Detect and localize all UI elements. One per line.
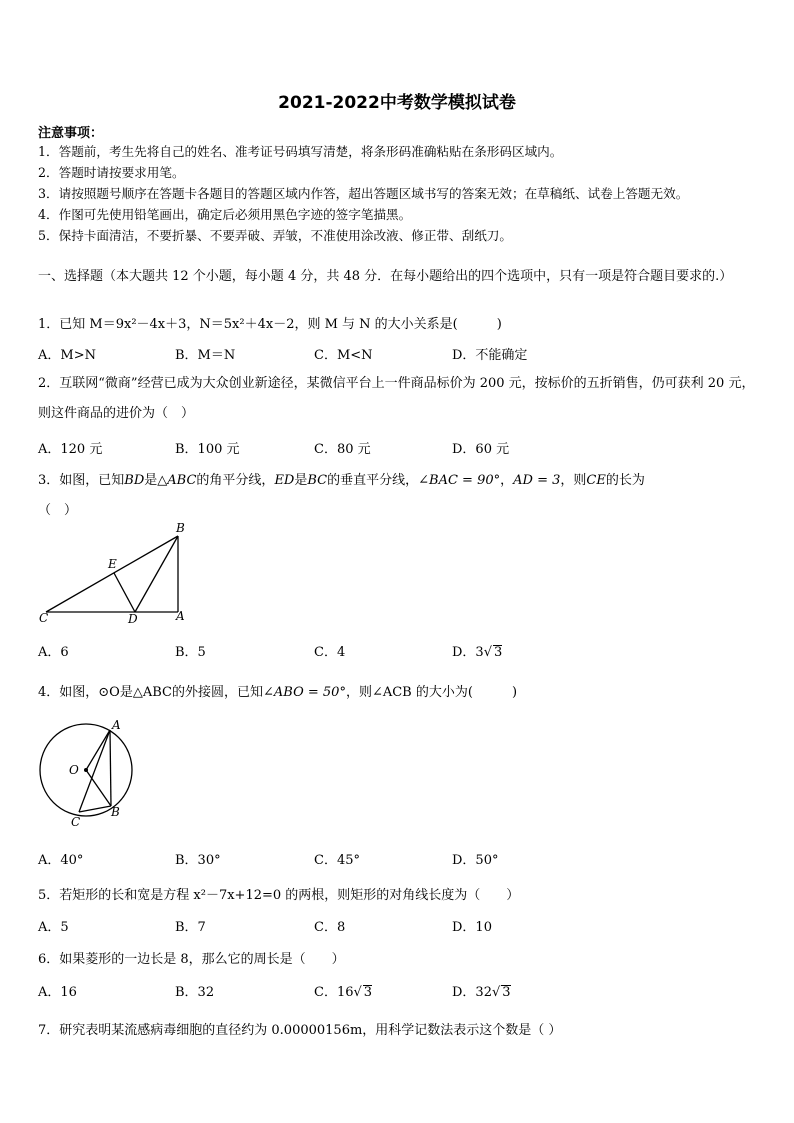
option-b: B．5 — [175, 645, 206, 660]
option-c: C．8 — [314, 920, 346, 935]
segment-ob — [86, 770, 111, 806]
section-heading: 一、选择题（本大题共 12 个小题，每小题 4 分，共 48 分．在每小题给出的四个选项中，只有一项是符合题目要求的.） — [38, 269, 733, 284]
option-d: D．32√ 3 — [452, 985, 511, 1000]
q4-text: 是 — [119, 685, 133, 700]
label-e: E — [108, 557, 117, 571]
question-4-stem — [38, 681, 766, 700]
exam-title: 2021-2022中考数学模拟试卷 — [278, 93, 516, 113]
notice-item: 1．答题前，考生先将自己的姓名、准考证号码填写清楚，将条形码准确粘贴在条形码区域内。 — [38, 144, 563, 159]
question-4-options — [38, 849, 638, 869]
option-c: C．16√ 3 — [314, 985, 373, 1000]
label-o: O — [69, 763, 79, 777]
q3-triangle: △ABC — [157, 473, 197, 488]
notice-item: 5．保持卡面清洁，不要折暴、不要弄破、弄皱，不准使用涂改液、修正带、刮纸刀。 — [38, 228, 512, 243]
segment-bd — [135, 536, 178, 612]
notice-item: 4．作图可先使用铅笔画出，确定后必须用黑色字迹的签字笔描黑。 — [38, 207, 412, 222]
question-3-stem — [38, 469, 766, 488]
q3-ad: AD = 3 — [513, 473, 561, 488]
option-c: C．M<N — [314, 348, 373, 363]
option-c: C．80 元 — [314, 442, 371, 457]
q3-text: 的垂直平分线， — [327, 473, 419, 488]
option-c: C．4 — [314, 645, 346, 660]
label-c: C — [71, 815, 81, 829]
segment-cb — [46, 536, 178, 612]
option-d-radicand: 3 — [502, 985, 511, 1000]
q4-text: 的外接圆，已知 — [172, 685, 264, 700]
q3-text: 是 — [294, 473, 308, 488]
option-d: D．不能确定 — [452, 348, 528, 363]
q3-text: 的角平分线， — [196, 473, 275, 488]
option-d: D．3√ 3 — [452, 645, 503, 660]
q4-text: ，则∠ACB 的大小为( ) — [345, 685, 518, 700]
segment-oa — [86, 730, 110, 770]
question-2-options — [38, 438, 638, 458]
label-d: D — [128, 612, 138, 626]
triangle-figure — [36, 520, 206, 628]
label-a: A — [176, 609, 185, 623]
option-b: B．M＝N — [175, 348, 236, 363]
question-6-options — [38, 981, 638, 1001]
question-3-paren: （ ） — [38, 503, 78, 518]
label-b: B — [176, 521, 185, 535]
segment-ac — [79, 730, 110, 812]
option-d-coef: D．32 — [452, 985, 492, 1000]
option-d-coef: D．3 — [452, 645, 484, 660]
q3-text: 3．如图，已知 — [38, 473, 125, 488]
option-d-radicand: 3 — [494, 645, 503, 660]
notice-heading: 注意事项： — [38, 126, 104, 141]
option-a: A．40° — [38, 853, 84, 868]
q3-text: ， — [500, 473, 514, 488]
option-a: A．120 元 — [38, 442, 103, 457]
q3-bd: BD — [124, 473, 145, 488]
question-5-stem: 5．若矩形的长和宽是方程 x²－7x+12=0 的两根，则矩形的对角线长度为（ ） — [38, 888, 520, 903]
option-a: A．5 — [38, 920, 69, 935]
q3-text: 是 — [144, 473, 158, 488]
option-d: D．50° — [452, 853, 499, 868]
option-a: A．6 — [38, 645, 69, 660]
q4-text: 4．如图， — [38, 685, 99, 700]
label-a: A — [112, 718, 121, 732]
notice-list — [38, 141, 778, 246]
q4-triangle: △ABC — [132, 685, 172, 700]
option-b: B．32 — [175, 985, 215, 1000]
option-b: B．7 — [175, 920, 206, 935]
question-1-options — [38, 344, 638, 364]
circle-figure — [34, 714, 146, 832]
q3-ce: CE — [586, 473, 606, 488]
q4-angle: ∠ABO = 50° — [263, 685, 346, 700]
segment-ab — [110, 730, 111, 806]
option-b: B．30° — [175, 853, 221, 868]
question-6-stem: 6．如果菱形的一边长是 8，那么它的周长是（ ） — [38, 952, 345, 967]
notice-item: 2．答题时请按要求用笔。 — [38, 165, 185, 180]
question-3-options — [38, 641, 638, 661]
label-c: C — [39, 611, 49, 625]
q4-circle: ⊙O — [98, 685, 120, 700]
q3-text: 的长为 — [605, 473, 645, 488]
option-a: A．16 — [38, 985, 77, 1000]
question-2-stem: 2．互联网“微商”经营已成为大众创业新途径，某微信平台上一件商品标价为 200 元，按标价的五折销售，仍可获利 20 元，则这件商品的进价为（ ） — [38, 376, 755, 421]
q3-bc: BC — [307, 473, 328, 488]
option-a: A．M>N — [38, 348, 96, 363]
option-d: D．60 元 — [452, 442, 510, 457]
notice-item: 3．请按照题号顺序在答题卡各题目的答题区域内作答，超出答题区域书写的答案无效；在草稿纸、试卷上答题无效。 — [38, 186, 689, 201]
q3-ed: ED — [274, 473, 295, 488]
question-1-stem: 1．已知 M＝9x²－4x＋3，N＝5x²＋4x－2，则 M 与 N 的大小关系是( ) — [38, 317, 502, 332]
label-b: B — [111, 805, 120, 819]
option-b: B．100 元 — [175, 442, 240, 457]
center-dot — [84, 768, 88, 772]
question-5-options — [38, 916, 638, 936]
segment-ed — [114, 573, 135, 612]
option-c: C．45° — [314, 853, 360, 868]
q3-angle: ∠BAC = 90° — [418, 473, 501, 488]
option-c-radicand: 3 — [363, 985, 373, 1000]
q3-text: ，则 — [560, 473, 587, 488]
option-c-coef: C．16 — [314, 985, 354, 1000]
question-7-stem: 7．研究表明某流感病毒细胞的直径约为 0.00000156m，用科学记数法表示这个数是（ ） — [38, 1023, 562, 1038]
option-d: D．10 — [452, 920, 492, 935]
